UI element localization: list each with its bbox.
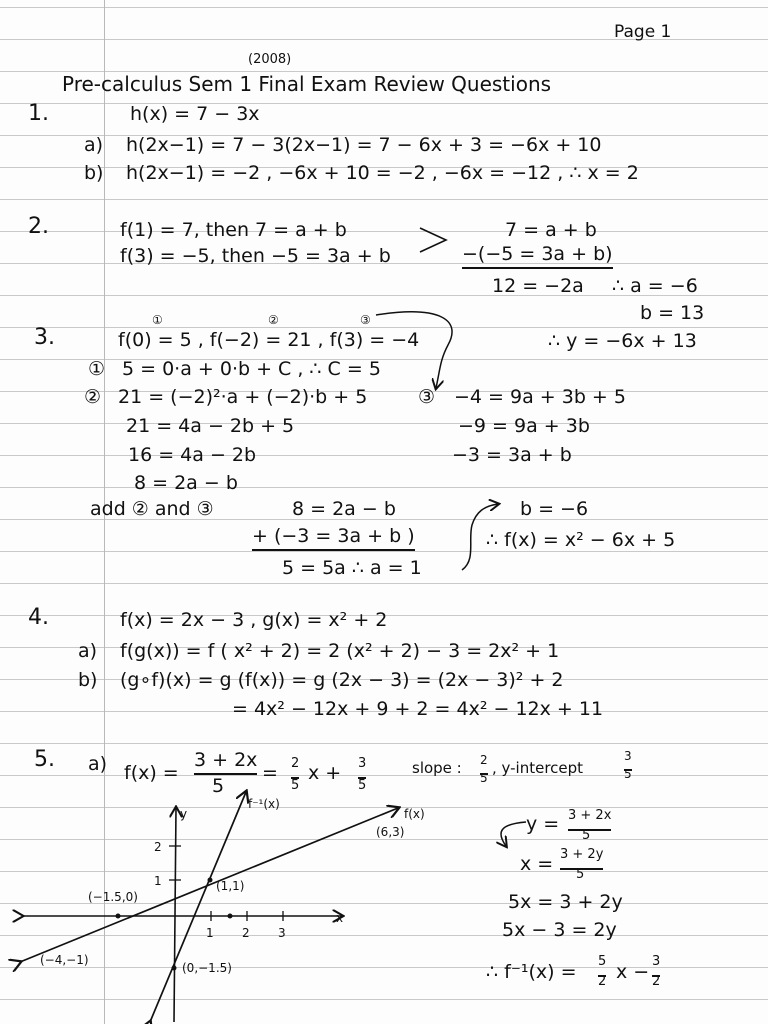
q2-number: 2.: [28, 214, 49, 239]
q3-given: f(0) = 5 , f(−2) = 21 , f(3) = −4: [118, 329, 420, 351]
q2-bracket-arrow: [420, 228, 446, 252]
q5-slope-label: slope :: [412, 759, 462, 777]
q1-number: 1.: [28, 101, 49, 126]
q3-step1-mark: ①: [88, 358, 106, 380]
point-label-neg15-0: (−1.5,0): [88, 890, 138, 904]
q3-add-label: add ② and ③: [90, 498, 214, 520]
q1-a-label: a): [84, 134, 104, 156]
q4-b-label: b): [78, 669, 98, 691]
q3-curve-arrow: [376, 312, 452, 388]
q5-eq: =: [262, 762, 278, 784]
q5-yint-den: 5: [624, 767, 632, 781]
point-label-1-1: (1,1): [216, 879, 245, 893]
q2-right2: −(−5 = 3a + b): [462, 242, 613, 269]
q3-r2: −9 = 9a + 3b: [458, 415, 590, 437]
x-tick-label-1: 1: [206, 926, 214, 940]
y-tick-label-1: 1: [154, 874, 162, 888]
q5-frac1-den: 5: [212, 775, 225, 797]
q3-step4: 16 = 4a − 2b: [128, 444, 257, 466]
q3-step2: 21 = (−2)²·a + (−2)·b + 5: [118, 386, 368, 408]
q3-b-val: b = −6: [520, 498, 589, 520]
q5-frac1-num: 3 + 2x: [194, 748, 257, 775]
q5-inv1-num: 3 + 2x: [568, 804, 611, 831]
q5-frac2-den: 5: [291, 778, 300, 793]
q3-add2: + (−3 = 3a + b ): [252, 524, 415, 551]
q5-inv-x-label: x =: [520, 853, 554, 875]
q3-r3: −3 = 3a + b: [452, 444, 572, 466]
q2-line2: f(3) = −5, then −5 = 3a + b: [120, 245, 391, 267]
page-label: Page 1: [614, 22, 672, 42]
q5-yint-num: 3: [624, 744, 632, 771]
q5-frac3-den: 5: [358, 778, 367, 793]
q3-number: 3.: [34, 325, 55, 350]
q2-right4: b = 13: [640, 302, 705, 324]
x-tick-label-3: 3: [278, 926, 286, 940]
q5-inv-y-label: y =: [526, 813, 560, 835]
q5-x-plus: x +: [308, 762, 342, 784]
finv-line-label: f⁻¹(x): [248, 797, 280, 811]
q3-step5: 8 = 2a − b: [134, 472, 238, 494]
q3-brace-arrow: [462, 504, 498, 570]
q3-add3: 5 = 5a ∴ a = 1: [282, 557, 422, 579]
q5-slope-num: 2: [480, 748, 488, 775]
q2-right3: 12 = −2a: [492, 275, 584, 297]
q1-b-label: b): [84, 162, 104, 184]
point-label-6-3: (6,3): [376, 825, 405, 839]
q3-circle-2: ②: [268, 313, 279, 327]
q3-step2-mark: ②: [84, 386, 102, 408]
q5-inv5-n2: 3: [652, 950, 660, 977]
q5-inverse-arrow: [501, 822, 526, 846]
q5-inv5-label: ∴ f⁻¹(x) =: [486, 961, 577, 983]
q4-b2: = 4x² − 12x + 9 + 2 = 4x² − 12x + 11: [232, 698, 604, 720]
point-15-0: [228, 914, 233, 919]
x-axis-label: x: [336, 911, 344, 925]
finv-line: [150, 792, 246, 1022]
q3-circle-1: ①: [152, 313, 163, 327]
q5-number: 5.: [34, 747, 55, 772]
point-label-0-neg15: (0,−1.5): [182, 961, 232, 975]
q2-right3b: ∴ a = −6: [612, 275, 698, 297]
q5-inv5-d2: 2: [652, 974, 661, 989]
q1-a: h(2x−1) = 7 − 3(2x−1) = 7 − 6x + 3 = −6x + 10: [126, 134, 602, 156]
y-axis: [174, 808, 176, 1022]
q5-inv2-num: 3 + 2y: [560, 843, 603, 870]
q1-given: h(x) = 7 − 3x: [130, 103, 260, 125]
point-neg15-0: [116, 914, 121, 919]
q5-yint-label: , y-intercept: [492, 759, 584, 777]
y-axis-label: y: [180, 807, 188, 821]
q5-inv1-den: 5: [582, 828, 591, 843]
point-label-neg4-neg1: (−4,−1): [40, 953, 89, 967]
q2-line1: f(1) = 7, then 7 = a + b: [120, 219, 347, 241]
q5-frac3-num: 3: [358, 752, 366, 779]
f-line-label: f(x): [404, 807, 425, 821]
q3-circle-3: ③: [360, 313, 371, 327]
q5-inv5-n1: 5: [598, 950, 606, 977]
q4-b: (g∘f)(x) = g (f(x)) = g (2x − 3) = (2x − 3)² + 2: [120, 669, 564, 691]
q3-answer: ∴ f(x) = x² − 6x + 5: [486, 529, 676, 551]
point-0-neg15: [172, 966, 177, 971]
q5-frac2-num: 2: [291, 752, 299, 779]
q4-number: 4.: [28, 605, 49, 630]
q4-given: f(x) = 2x − 3 , g(x) = x² + 2: [120, 609, 388, 631]
q5-inv2-den: 5: [576, 867, 585, 882]
q3-r1: −4 = 9a + 3b + 5: [454, 386, 626, 408]
q3-step1: 5 = 0·a + 0·b + C , ∴ C = 5: [122, 358, 381, 380]
q5-slope-den: 5: [480, 771, 488, 785]
q1-b: h(2x−1) = −2 , −6x + 10 = −2 , −6x = −12 , ∴ x = 2: [126, 162, 639, 184]
q3-add1: 8 = 2a − b: [292, 498, 396, 520]
y-tick-label-2: 2: [154, 840, 162, 854]
year-label: (2008): [248, 52, 292, 67]
q3-step3: 21 = 4a − 2b + 5: [126, 415, 295, 437]
q3-r-mark: ③: [418, 386, 436, 408]
q5-fx-label: f(x) =: [124, 762, 179, 784]
q5-inv3: 5x = 3 + 2y: [508, 891, 623, 913]
q4-a-label: a): [78, 640, 98, 662]
q4-a: f(g(x)) = f ( x² + 2) = 2 (x² + 2) − 3 = 2x² + 1: [120, 640, 560, 662]
x-tick-label-2: 2: [242, 926, 250, 940]
q5-inv5-mid: x −: [616, 961, 650, 983]
point-1-1: [208, 878, 213, 883]
q2-right1: 7 = a + b: [505, 219, 597, 241]
page-title: Pre-calculus Sem 1 Final Exam Review Questions: [62, 72, 552, 96]
q5-inv4: 5x − 3 = 2y: [502, 919, 617, 941]
q5-a-label: a): [88, 753, 108, 775]
q2-answer: ∴ y = −6x + 13: [548, 330, 697, 352]
q5-inv5-d1: 2: [598, 974, 607, 989]
